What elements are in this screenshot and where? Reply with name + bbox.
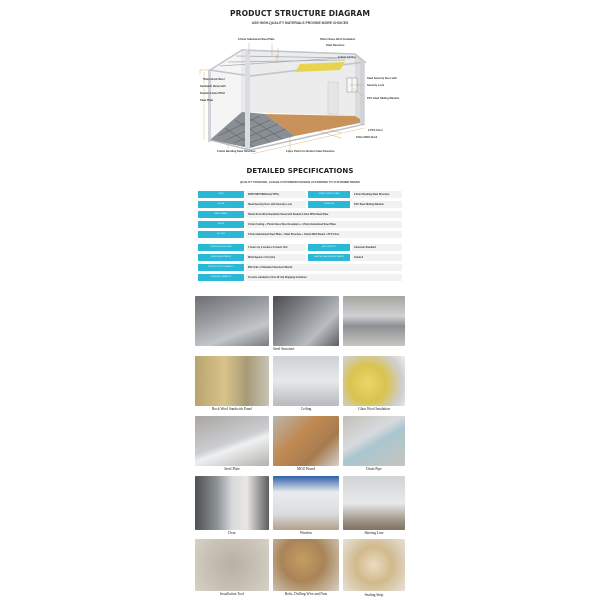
label-glass-wool: 50mm Glass Wool Insulation: [320, 38, 356, 41]
label-purlin: 14pcs Purlin for Bottom Steel Structure: [286, 150, 335, 153]
spec-key: PRODUCTION CAPACITY: [198, 264, 244, 271]
photo-rock-wool: [195, 356, 269, 406]
label-rock-wool-3: Double 0.4mm PPGI: [200, 92, 225, 95]
label-ceiling: 0.4mm Ceiling: [338, 56, 356, 59]
spec-key: EARTHQUAKE RESISTANCE: [308, 254, 350, 261]
photo-skirting-line: [343, 476, 405, 530]
photo-mgo-board: [273, 416, 339, 466]
specs-title: DETAILED SPECIFICATIONS: [246, 167, 354, 175]
spec-value: Grade 8: [352, 254, 402, 261]
caption-door: Door: [228, 531, 236, 535]
photo-steel-plate: [195, 416, 269, 466]
photo-steel-structure-2: [273, 296, 339, 346]
photo-ceiling: [273, 356, 339, 406]
caption-skirting-line: Skirting Line: [364, 531, 384, 535]
photo-sealing-strip: [343, 539, 405, 591]
caption-rock-wool: Rock Wool Sandwich Panel: [211, 407, 253, 411]
photo-glass-wool: [343, 356, 405, 406]
label-rock-wool-4: Steel Plate: [200, 99, 214, 102]
page-subtitle: USE HIGH-QUALITY MATERIALS PROVIDE MORE CHOICES: [251, 21, 349, 25]
photo-door: [195, 476, 269, 530]
spec-key: DOOR: [198, 201, 244, 208]
caption-mgo-board: MGO Board: [296, 467, 316, 471]
specs-subtitle: QUALITY UPGRADE, CAN BE CUSTOMIZED DESIGN ACCORDING TO CUSTOMER NEEDS: [240, 180, 360, 184]
caption-window: Window: [299, 531, 313, 535]
spec-row: [198, 221, 402, 228]
label-mgo-board: 16mm MGO Bord: [356, 136, 378, 139]
spec-value: 800 Units of Standard Size Each Month: [246, 264, 402, 271]
caption-steel-plate: Steel Plate: [224, 467, 240, 471]
caption-steel-structure: Steel Structure: [273, 347, 295, 351]
caption-sealing-strip: Sealing Strip: [364, 593, 384, 597]
caption-glass-wool: Glass Wool Insulation: [358, 407, 390, 411]
spec-row: [198, 201, 402, 208]
spec-key: WIND RESISTANCE: [198, 254, 244, 261]
spec-key: ELECTRICITY: [308, 244, 350, 251]
caption-bolts: Bolts, Drilling Wire and Nuts: [284, 592, 328, 596]
spec-row: [198, 274, 402, 281]
label-door-1: Steel Security Door with: [367, 77, 397, 80]
spec-value: 16 units standard in One 40' HQ Shipping Container: [246, 274, 402, 281]
label-bending-steel: 2.3mm Bending Steel Structure: [217, 150, 256, 153]
spec-value: American Standard: [352, 244, 402, 251]
photo-steel-structure-1: [195, 296, 269, 346]
spec-key: INSTALLATION TIME: [198, 244, 244, 251]
spec-key: LOADING CAPACITY: [198, 274, 244, 281]
label-door-2: Security Lock: [367, 84, 385, 87]
photo-steel-structure-3: [343, 296, 405, 346]
photo-bolts: [273, 539, 339, 591]
caption-ceiling: Ceiling: [300, 407, 312, 411]
spec-row: [198, 254, 402, 261]
spec-value: 50mm Rock Wool Sandwich Panel with Double 0.4mm PPGI Steel Plate: [246, 211, 402, 218]
spec-row: [198, 244, 402, 251]
photo-drain-pipe: [343, 416, 405, 466]
spec-value: 0.5mm Galvanized Steel Plate + Steel Structure + 16mm MGO Board + PVC Floor: [246, 231, 402, 238]
spec-row: [198, 211, 402, 218]
label-pvc-floor: 2 PVC Floor: [368, 129, 383, 132]
spec-value: PVC Steel Sliding Window: [352, 201, 402, 208]
page-title: PRODUCT STRUCTURE DIAGRAM: [229, 9, 370, 18]
product-poster: [190, 0, 410, 600]
spec-value: 6055*2435*2896mm(L*W*H): [246, 191, 306, 198]
label-rock-wool-2: Sandwich Panel with: [200, 85, 226, 88]
label-window: PVC Steel Sliding Window: [367, 97, 400, 100]
spec-key: ROOF: [198, 221, 244, 228]
photo-window: [273, 476, 339, 530]
spec-value: 0.4mm Ceiling + 75mm Glass Wool Insulation + 0.5mm Galvanized Steel Plate: [246, 221, 402, 228]
spec-key: SIZE: [198, 191, 244, 198]
spec-key: STEEL STRUCTURE: [308, 191, 350, 198]
caption-drain-pipe: Drain Pipe: [366, 467, 382, 471]
spec-value: 2 hours by 4 workers for Each Unit: [246, 244, 306, 251]
structure-diagram: [190, 30, 410, 158]
spec-row: [198, 191, 402, 198]
spec-row: [198, 231, 402, 238]
photo-installation-tool: [195, 539, 269, 591]
spec-value: 2.3mm Bending Steel Structure: [352, 191, 402, 198]
spec-value: Wind Speed ≤ 11.5 (m/s): [246, 254, 306, 261]
label-galvanized-plate: 0.5mm Galvanized Steel Plate: [238, 38, 275, 41]
spec-value: Steel Security Door with Security Lock: [246, 201, 306, 208]
caption-installation-tool: Installation Tool: [220, 592, 244, 596]
label-steel-structure: Steel Structure: [326, 44, 345, 47]
spec-table: [198, 191, 402, 284]
label-rock-wool-1: 50mm Rock Wool: [203, 78, 225, 81]
spec-key: WINDOW: [308, 201, 350, 208]
spec-row: [198, 264, 402, 271]
spec-key: WALL PANEL: [198, 211, 244, 218]
spec-key: FLOOR: [198, 231, 244, 238]
